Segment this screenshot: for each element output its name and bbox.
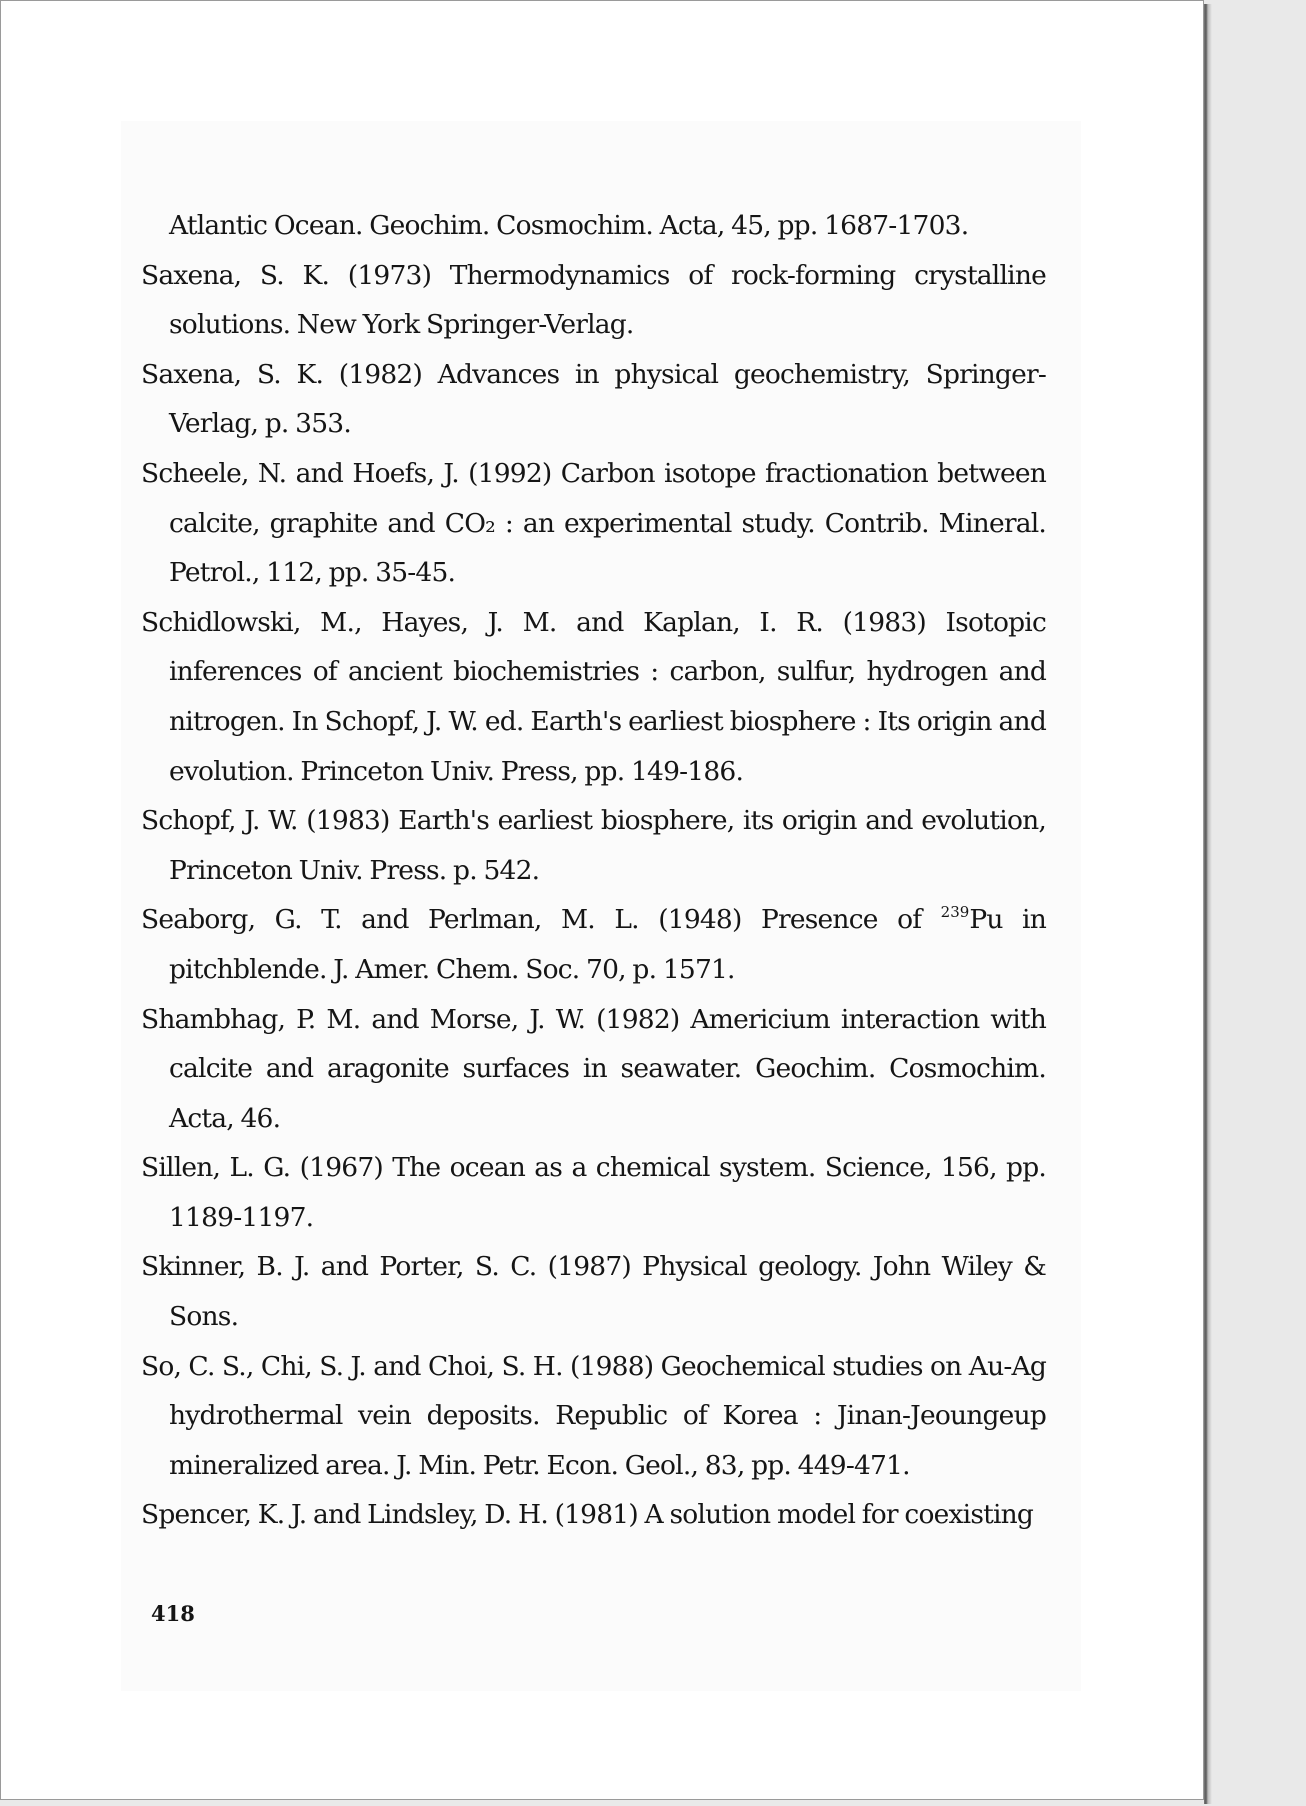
- reference-entry: Atlantic Ocean. Geochim. Cosmochim. Acta, 45, pp. 1687-1703.: [169, 210, 969, 241]
- reference-entry: Spencer, K. J. and Lindsley, D. H. (1981) A solution model for coexisting: [141, 1499, 1034, 1531]
- reference-entry: Skinner, B. J. and Porter, S. C. (1987) Physical geology. John Wiley & Sons.: [141, 1251, 1046, 1333]
- reference-entry: [141, 895, 1046, 994]
- reference-text: Seaborg, G. T. and Perlman, M. L. (1948) Presence of: [141, 904, 941, 936]
- reference-entry: Sillen, L. G. (1967) The ocean as a chemical system. Science, 156, pp. 1189-1197.: [141, 1152, 1046, 1233]
- reference-entry: Saxena, S. K. (1973) Thermodynamics of rock-forming crystalline solutions. New York Springer-Verlag.: [141, 259, 1046, 341]
- page-number: 418: [151, 1601, 195, 1626]
- reference-entry: Schopf, J. W. (1983) Earth's earliest biosphere, its origin and evolution, Princeton Univ. Press. p. 542.: [141, 805, 1046, 886]
- page-edge-shadow: [1204, 4, 1212, 1804]
- reference-entry: Schidlowski, M., Hayes, J. M. and Kaplan, I. R. (1983) Isotopic inferences of ancient biochemistries : carbon, sulfur, hydrogen and nitrogen. In Schopf, J. W. ed. Earth's earliest biosphere : Its origin and evolution. Princeton Univ. Press, pp. 149-186.: [141, 606, 1046, 787]
- reference-list: [141, 201, 1046, 1540]
- reference-entry: So, C. S., Chi, S. J. and Choi, S. H. (1988) Geochemical studies on Au-Ag hydrothermal vein deposits. Republic of Korea : Jinan-Jeoungeup mineralized area. J. Min. Petr. Econ. Geol., 83, pp. 449-471.: [141, 1350, 1046, 1481]
- isotope-superscript: 239: [940, 903, 970, 922]
- reference-entry: Saxena, S. K. (1982) Advances in physical geochemistry, Springer-Verlag, p. 353.: [141, 358, 1046, 440]
- reference-text: Pu in pitchblende. J. Amer. Chem. Soc. 70, p. 1571.: [169, 904, 1046, 985]
- reference-entry: Scheele, N. and Hoefs, J. (1992) Carbon isotope fractionation between calcite, graphite and CO₂ : an experimental study. Contrib. Mineral. Petrol., 112, pp. 35-45.: [141, 457, 1046, 589]
- reference-entry: Shambhag, P. M. and Morse, J. W. (1982) Americium interaction with calcite and aragonite surfaces in seawater. Geochim. Cosmochim. Acta, 46.: [141, 1003, 1046, 1134]
